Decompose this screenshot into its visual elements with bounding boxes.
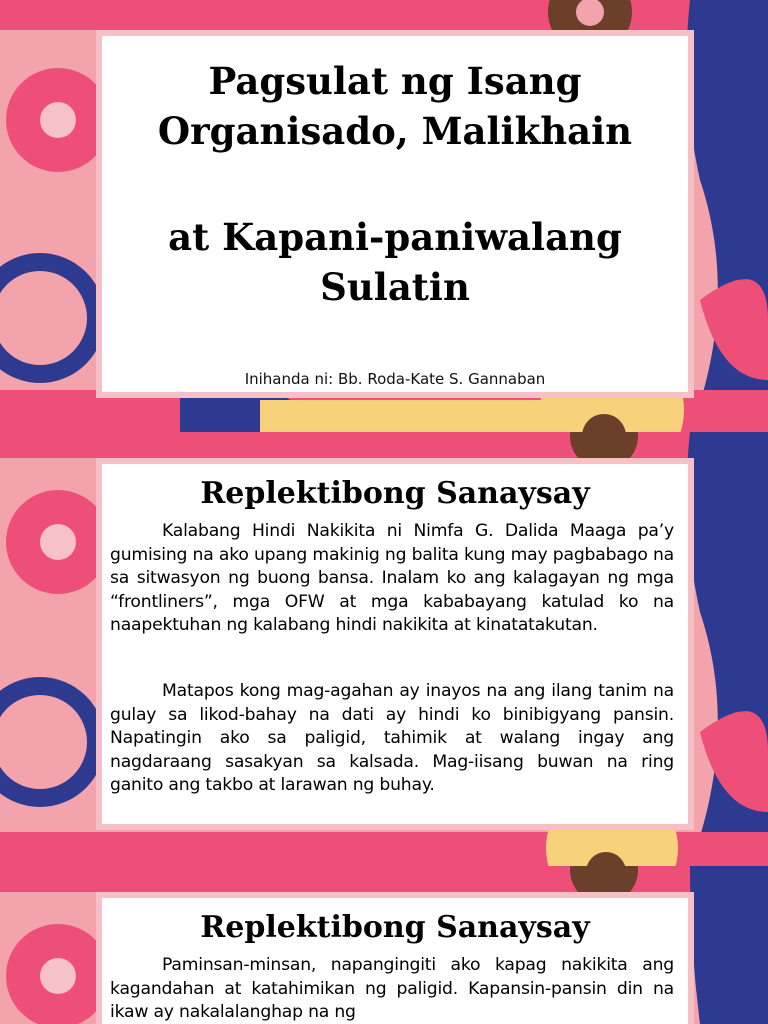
author-byline: Inihanda ni: Bb. Roda-Kate S. Gannaban bbox=[244, 370, 546, 388]
content-card bbox=[96, 458, 694, 830]
paragraph-3: Paminsan-minsan, napangingiti ako kapag nakikita ang kagandahan at katahimikan ng paligid. Kapansin-pansin din na ikaw ay nakalalanghap na ng bbox=[110, 955, 674, 1022]
title-line-3: at Kapani-paniwalang bbox=[168, 215, 622, 259]
title-line-4: Sulatin bbox=[320, 265, 470, 309]
section-heading-2: Replektibong Sanaysay bbox=[200, 910, 590, 945]
section-heading: Replektibong Sanaysay bbox=[200, 476, 590, 511]
title-line-2: Organisado, Malikhain bbox=[157, 109, 633, 153]
content-card-2 bbox=[96, 892, 694, 1024]
title-line-1: Pagsulat ng Isang bbox=[208, 59, 582, 103]
slide-3 bbox=[0, 866, 768, 1024]
paragraph-2: Matapos kong mag-agahan ay inayos na ang ilang tanim na gulay sa likod-bahay na dati ay hindi ko binibigyang pansin. Napatingin ako sa paligid, tahimik at walang ingay ang nagdaraang sasakyan sa kalsada. Mag-iisang buwan na ring ganito ang takbo at larawan ng buhay. bbox=[110, 681, 674, 795]
title-card bbox=[96, 30, 694, 398]
slide-2 bbox=[0, 432, 768, 866]
paragraph-1: Kalabang Hindi Nakikita ni Nimfa G. Dalida Maaga pa’y gumising na ako upang makinig ng balita kung may pagbabago na sa sitwasyon ng buong bansa. Inalam ko ang kalagayan ng mga “frontliners”, mga OFW at mga kababayang katulad ko na naapektuhan ng kalabang hindi nakikita at kinatatakutan. bbox=[110, 521, 674, 635]
slide-1 bbox=[0, 0, 768, 432]
